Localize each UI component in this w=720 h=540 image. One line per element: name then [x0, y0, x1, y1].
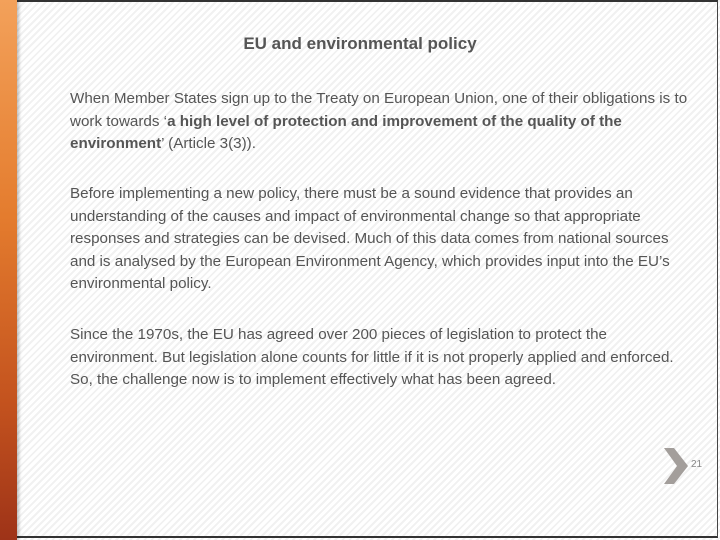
p1-text: When Member States sign up to the Treaty on European Union, one of their obligations is to work towards ‘: [70, 90, 688, 130]
paragraph-treaty: [70, 88, 690, 156]
page-number: 21: [691, 459, 703, 470]
paragraph-legislation: Since the 1970s, the EU has agreed over 200 pieces of legislation to protect the environment. But legislation alone counts for little if it is not properly applied and enforced. So, the challenge now is to implement effectively what has been agreed.: [70, 326, 674, 388]
p1-citation: ’ (Article 3(3)).: [161, 135, 256, 152]
slide-title: EU and environmental policy: [243, 34, 477, 53]
p1-quote: a high level of protection and improvement of the quality of the environment: [70, 112, 622, 152]
accent-bar: [0, 0, 17, 540]
chevron-right-icon: [664, 448, 688, 484]
paragraph-evidence: Before implementing a new policy, there must be a sound evidence that provides an understanding of the causes and impact of environmental change so that appropriate responses and strategies can be devised. Much of this data comes from national sources and is analysed by the European Environment Agency, which provides input into the EU’s environmental policy.: [70, 185, 670, 292]
